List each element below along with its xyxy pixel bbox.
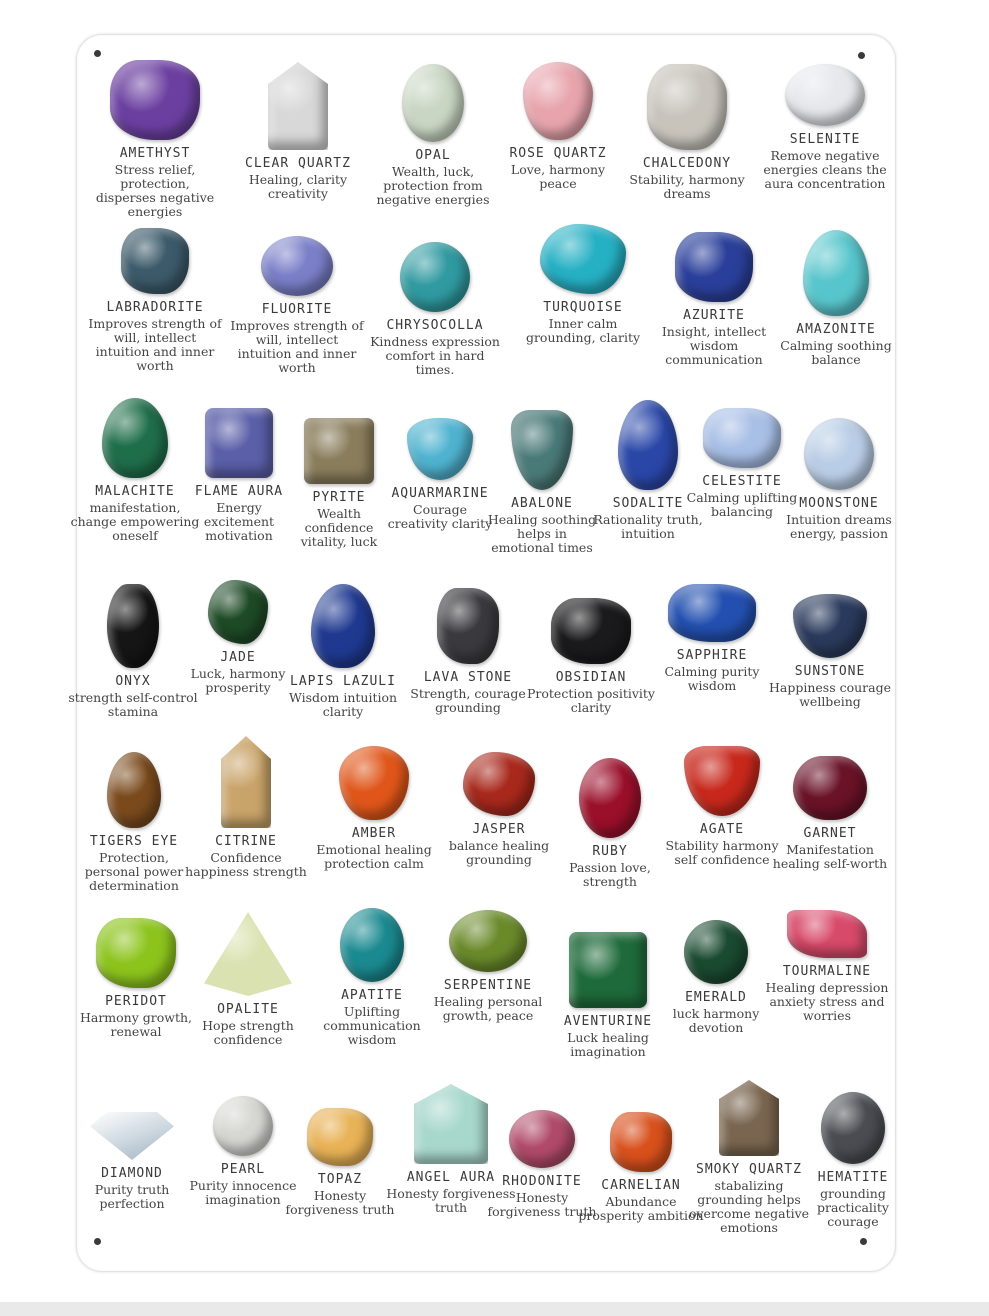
- carnelian-stone-image: [610, 1112, 672, 1172]
- rhodonite-stone-image: [509, 1110, 575, 1168]
- selenite-stone-image: [785, 64, 865, 126]
- stone-name: SMOKY QUARTZ: [696, 1162, 802, 1177]
- stone-description: Stability, harmony dreams: [629, 172, 745, 201]
- stone-description: Honesty forgiveness truth: [487, 1190, 597, 1219]
- stone-name: GARNET: [803, 826, 857, 841]
- stone-card-citrine: [184, 736, 308, 879]
- jasper-stone-image: [463, 752, 535, 816]
- sodalite-stone-image: [618, 400, 678, 490]
- stone-card-ruby: [548, 758, 672, 889]
- amber-stone-image: [339, 746, 409, 820]
- turquoise-stone-image: [540, 224, 626, 294]
- stone-name: FLAME AURA: [194, 484, 284, 499]
- stone-card-fluorite: [230, 236, 364, 375]
- tourmaline-stone-image: [787, 910, 867, 958]
- ruby-stone-image: [579, 758, 641, 838]
- fluorite-stone-image: [261, 236, 333, 296]
- stone-description: Intuition dreams energy, passion: [786, 512, 892, 541]
- chrysocolla-stone-image: [400, 242, 470, 312]
- onyx-stone-image: [107, 584, 159, 668]
- stone-name: AMBER: [351, 826, 397, 841]
- stone-name: TOURMALINE: [782, 964, 872, 979]
- stone-card-serpentine: [426, 910, 550, 1023]
- stone-card-topaz: [280, 1108, 400, 1217]
- stone-description: Confidence happiness strength: [185, 850, 307, 879]
- stone-description: Manifestation healing self-worth: [772, 842, 888, 871]
- stone-description: Stress relief, protection, disperses negative energies: [95, 162, 215, 219]
- stone-card-chrysocolla: [366, 242, 504, 377]
- stone-description: Healing soothing helps in emotional times: [487, 512, 597, 555]
- stone-card-sapphire: [646, 584, 778, 693]
- stone-card-malachite: [70, 398, 200, 543]
- stone-name: SERPENTINE: [443, 978, 533, 993]
- stone-description: Passion love, strength: [569, 860, 651, 889]
- stone-description: Honesty forgiveness truth: [285, 1188, 395, 1217]
- stone-description: Harmony growth, renewal: [79, 1010, 193, 1039]
- stone-description: strength self-control stamina: [68, 690, 198, 719]
- mounting-hole: [860, 1238, 867, 1245]
- stone-description: Improves strength of will, intellect intuition and inner worth: [230, 318, 364, 375]
- stone-card-abalone: [484, 410, 600, 555]
- stone-card-lapis-lazuli: [278, 584, 408, 719]
- stone-card-smoky-quartz: [684, 1080, 814, 1235]
- stone-description: Healing, clarity creativity: [248, 172, 348, 201]
- stone-card-amethyst: [95, 60, 215, 219]
- stone-name: OPAL: [415, 148, 451, 163]
- peridot-stone-image: [96, 918, 176, 988]
- stone-description: Protection positivity clarity: [526, 686, 655, 715]
- stone-description: Hope strength confidence: [202, 1018, 294, 1047]
- stone-description: manifestation, change empowering oneself: [70, 500, 200, 543]
- stone-card-opalite: [188, 912, 308, 1047]
- lava-stone-stone-image: [437, 588, 499, 664]
- amethyst-stone-image: [110, 60, 200, 140]
- stone-name: PERIDOT: [105, 994, 167, 1009]
- stone-description: Protection, personal power determination: [84, 850, 184, 893]
- stone-name: SAPPHIRE: [676, 648, 748, 663]
- stone-name: ANGEL AURA: [406, 1170, 496, 1185]
- tigers-eye-stone-image: [107, 752, 161, 828]
- stone-name: MALACHITE: [95, 484, 175, 499]
- stone-description: Inner calm grounding, clarity: [525, 316, 641, 345]
- stone-description: Stability harmony self confidence: [665, 838, 779, 867]
- stone-description: Wealth, luck, protection from negative energies: [376, 164, 490, 207]
- stone-card-hematite: [806, 1092, 900, 1229]
- lapis-lazuli-stone-image: [311, 584, 375, 668]
- smoky-quartz-stone-image: [719, 1080, 779, 1156]
- stone-card-turquoise: [514, 224, 652, 345]
- stone-name: RHODONITE: [502, 1174, 582, 1189]
- aventurine-stone-image: [569, 932, 647, 1008]
- stone-description: Love, harmony peace: [510, 162, 606, 191]
- emerald-stone-image: [684, 920, 748, 984]
- stone-description: Abundance prosperity ambition: [578, 1194, 704, 1223]
- stone-description: Emotional healing protection calm: [316, 842, 432, 871]
- moonstone-stone-image: [804, 418, 874, 490]
- stone-name: CELESTITE: [702, 474, 782, 489]
- celestite-stone-image: [703, 408, 781, 468]
- stone-description: Strength, courage grounding: [410, 686, 526, 715]
- sunstone-stone-image: [793, 594, 867, 658]
- stone-description: Calming uplifting balancing: [686, 490, 798, 519]
- stone-name: JADE: [220, 650, 256, 665]
- stone-name: HEMATITE: [817, 1170, 889, 1185]
- stone-name: LABRADORITE: [106, 300, 204, 315]
- topaz-stone-image: [307, 1108, 373, 1166]
- stone-card-tigers-eye: [72, 752, 196, 893]
- opalite-stone-image: [204, 912, 292, 996]
- stone-card-selenite: [762, 64, 888, 191]
- stone-name: ABALONE: [511, 496, 573, 511]
- stone-name: CHRYSOCOLLA: [386, 318, 484, 333]
- mounting-hole: [858, 52, 865, 59]
- stone-name: AVENTURINE: [563, 1014, 653, 1029]
- stone-card-peridot: [74, 918, 198, 1039]
- stone-description: Luck healing imagination: [567, 1030, 649, 1059]
- stone-name: FLUORITE: [261, 302, 333, 317]
- obsidian-stone-image: [551, 598, 631, 664]
- stone-name: AGATE: [699, 822, 745, 837]
- abalone-stone-image: [511, 410, 573, 490]
- flame-aura-stone-image: [205, 408, 273, 478]
- stone-name: SELENITE: [789, 132, 861, 147]
- stone-name: MOONSTONE: [799, 496, 879, 511]
- stone-name: PYRITE: [312, 490, 366, 505]
- stone-description: Improves strength of will, intellect intuition and inner worth: [88, 316, 222, 373]
- stone-description: Kindness expression comfort in hard times.: [370, 334, 500, 377]
- stone-description: Healing personal growth, peace: [433, 994, 543, 1023]
- sapphire-stone-image: [668, 584, 756, 642]
- stone-name: AZURITE: [683, 308, 745, 323]
- stone-name: AMETHYST: [119, 146, 191, 161]
- stone-card-rose-quartz: [497, 62, 619, 191]
- stone-description: balance healing grounding: [448, 838, 550, 867]
- stone-card-garnet: [772, 756, 888, 871]
- azurite-stone-image: [675, 232, 753, 302]
- stone-card-azurite: [650, 232, 778, 367]
- stone-card-opal: [370, 64, 496, 207]
- stone-description: Calming soothing balance: [780, 338, 892, 367]
- stone-name: CLEAR QUARTZ: [245, 156, 351, 171]
- jade-stone-image: [208, 580, 268, 644]
- stone-name: EMERALD: [685, 990, 747, 1005]
- amazonite-stone-image: [803, 230, 869, 316]
- stone-card-aventurine: [546, 932, 670, 1059]
- stone-name: CARNELIAN: [601, 1178, 681, 1193]
- stone-name: TOPAZ: [317, 1172, 363, 1187]
- clear-quartz-stone-image: [268, 62, 328, 150]
- stone-card-clear-quartz: [236, 62, 360, 201]
- stone-description: Calming purity wisdom: [664, 664, 760, 693]
- stone-card-lava-stone: [404, 588, 532, 715]
- stone-card-jasper: [434, 752, 564, 867]
- stone-description: Luck, harmony prosperity: [190, 666, 286, 695]
- stone-card-agate: [660, 746, 784, 867]
- stone-card-pyrite: [282, 418, 396, 549]
- serpentine-stone-image: [449, 910, 527, 972]
- citrine-stone-image: [221, 736, 271, 828]
- stone-name: ROSE QUARTZ: [509, 146, 607, 161]
- stone-description: stabalizing grounding helps overcome negative emotions: [688, 1178, 810, 1235]
- stone-name: LAPIS LAZULI: [290, 674, 396, 689]
- stone-card-amber: [312, 746, 436, 871]
- stone-name: CHALCEDONY: [642, 156, 732, 171]
- stone-name: OBSIDIAN: [555, 670, 627, 685]
- stone-description: Wealth confidence vitality, luck: [300, 506, 378, 549]
- labradorite-stone-image: [121, 228, 189, 294]
- stone-card-chalcedony: [622, 64, 752, 201]
- garnet-stone-image: [793, 756, 867, 820]
- stone-name: CITRINE: [215, 834, 277, 849]
- stone-description: grounding practicality courage: [817, 1186, 889, 1229]
- mounting-hole: [94, 1238, 101, 1245]
- rose-quartz-stone-image: [523, 62, 593, 140]
- agate-stone-image: [684, 746, 760, 816]
- stone-name: APATITE: [341, 988, 403, 1003]
- diamond-stone-image: [90, 1112, 174, 1160]
- stone-name: OPALITE: [217, 1002, 279, 1017]
- opal-stone-image: [402, 64, 464, 142]
- pearl-stone-image: [213, 1096, 273, 1156]
- malachite-stone-image: [102, 398, 168, 478]
- stone-card-tourmaline: [764, 910, 890, 1023]
- stone-description: Remove negative energies cleans the aura concentration: [763, 148, 887, 191]
- stone-description: Purity innocence imagination: [189, 1178, 297, 1207]
- stone-name: DIAMOND: [101, 1166, 163, 1181]
- stone-description: Rationality truth, intuition: [593, 512, 703, 541]
- stone-card-emerald: [654, 920, 778, 1035]
- mounting-hole: [94, 50, 101, 57]
- stone-description: luck harmony devotion: [672, 1006, 760, 1035]
- stone-name: SUNSTONE: [794, 664, 866, 679]
- stone-card-moonstone: [784, 418, 894, 541]
- stone-name: RUBY: [592, 844, 628, 859]
- stone-description: Happiness courage wellbeing: [768, 680, 891, 709]
- stone-name: PEARL: [220, 1162, 266, 1177]
- stone-card-apatite: [310, 908, 434, 1047]
- stone-card-amazonite: [776, 230, 896, 367]
- stone-card-diamond: [70, 1112, 194, 1211]
- stone-card-aquarmarine: [384, 418, 496, 531]
- stone-card-flame-aura: [184, 408, 294, 543]
- stone-name: TIGERS EYE: [89, 834, 179, 849]
- stone-description: Insight, intellect wisdom communication: [661, 324, 767, 367]
- stone-description: Wisdom intuition clarity: [288, 690, 398, 719]
- bottom-bar: [0, 1302, 989, 1316]
- stone-card-labradorite: [88, 228, 222, 373]
- apatite-stone-image: [340, 908, 404, 982]
- stone-card-obsidian: [526, 598, 656, 715]
- stone-name: AQUARMARINE: [391, 486, 489, 501]
- stone-description: Honesty forgiveness truth: [386, 1186, 516, 1215]
- stone-name: TURQUOISE: [543, 300, 623, 315]
- pyrite-stone-image: [304, 418, 374, 484]
- stone-name: AMAZONITE: [796, 322, 876, 337]
- stone-card-sunstone: [768, 594, 892, 709]
- hematite-stone-image: [821, 1092, 885, 1164]
- chalcedony-stone-image: [647, 64, 727, 150]
- stone-name: LAVA STONE: [423, 670, 513, 685]
- stone-description: Energy excitement motivation: [203, 500, 275, 543]
- angel-aura-stone-image: [414, 1084, 488, 1164]
- stone-name: SODALITE: [612, 496, 684, 511]
- stone-description: Healing depression anxiety stress and worries: [765, 980, 889, 1023]
- stone-name: JASPER: [472, 822, 526, 837]
- stone-description: Purity truth perfection: [94, 1182, 170, 1211]
- aquarmarine-stone-image: [407, 418, 473, 480]
- stone-description: Uplifting communication wisdom: [323, 1004, 421, 1047]
- stone-name: ONYX: [115, 674, 151, 689]
- stone-description: Courage creativity clarity: [387, 502, 493, 531]
